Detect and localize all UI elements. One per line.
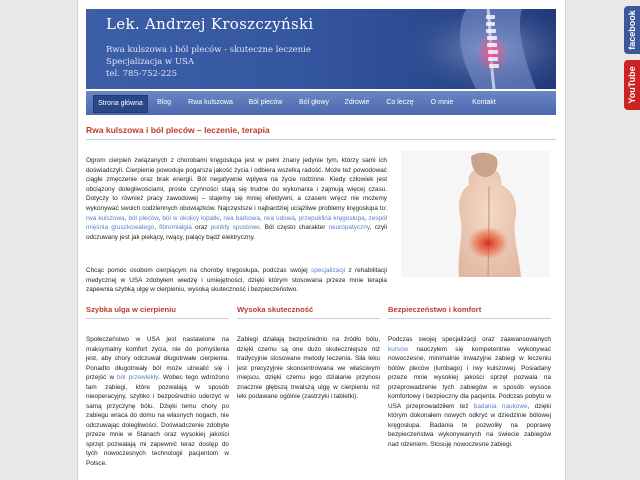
link-femoral[interactable]: rwa udowa: [263, 214, 295, 222]
nav-item-treatments[interactable]: Co leczę: [386, 99, 414, 106]
link-trigger-points[interactable]: punkty spustowe: [210, 224, 260, 232]
link-piriformis[interactable]: zespół mięśnia gruszkowatego: [86, 214, 387, 232]
nav-item-contact[interactable]: Kontakt: [472, 99, 496, 106]
nav-item-headache[interactable]: Ból głowy: [299, 99, 329, 106]
separator: ,: [364, 214, 369, 222]
page-container: [77, 0, 566, 480]
column-text-part: nauczyłem się kompetentnie wykonywać nowoczesne, minimalnie inwazyjne zabiegi w leczeniu bólów pleców (lumbago) i rwy kulszowej. Posiadany przeze mnie wysokiej jakości sprzęt pozwala na przeprowadzenie tych zabiegów w sposób wysoce komfortowy i bezpieczny dla pacjenta. Podczas pobytu w USA przeprowadziłem też: [388, 345, 551, 410]
site-title: Lek. Andrzej Kroszczyński: [106, 15, 314, 33]
intro-paragraph: [86, 156, 387, 242]
divider: [86, 139, 556, 140]
column-title: Bezpieczeństwo i komfort: [388, 305, 482, 314]
youtube-icon: YouTube: [627, 66, 637, 104]
para-text: z rehabilitacji medycznej w USA zdobyłem wiedzę i umiejętności, dzięki którym stosowana przeze mnie terapia zapewnia szybką ulgę w cierpieniu, wysoką skuteczność i bezpieczeństwo.: [86, 267, 387, 294]
link-sciatica[interactable]: rwa kulszowa: [86, 214, 125, 222]
column-title: Wysoka skuteczność: [237, 305, 314, 314]
link-back-pain[interactable]: ból pleców: [128, 214, 159, 222]
back-photo-image: [401, 151, 550, 277]
column-text-part: Podczas swojej specjalizacji oraz zaawansowanych: [388, 336, 551, 343]
nav-item-back-pain[interactable]: Ból pleców: [248, 99, 283, 106]
facebook-icon: facebook: [627, 10, 637, 50]
column-text: Zabiegi działają bezpośrednio na źródło bólu, dzięki czemu są one dużo skuteczniejsze niż tradycyjnie stosowane metody leczenia. Siła leku jest precyzyjnie skoncentrowana we właściwym miejscu, dzięki czemu jego działanie przynosi znacznie głębszą trwalszą ulgę w cierpieniu niż leki podawane ogólnie (zastrzyki i tabletki).: [237, 336, 380, 400]
separator: ,: [124, 214, 129, 222]
divider: [86, 318, 229, 319]
intro-text: Ogrom cierpień związanych z chorobami kręgosłupa jest w pełni znany jedynie tym, którzy sami ich doświadczyli. Cierpienie powoduje pogarsza jakość życia i odbiera wszelką radość. Może też powodować ciągłe zmęczenie oraz brak energii. Ból negatywnie wpływa na życie rodzinne. Kiedy człowiek jest obciążony dolegliwościami, proste czynności stają się trudne do wykonania i zajmują więcej czasu. Dotyczy to również pracy zawodowej – stajemy się mniej efektywni, a czasem wręcz nie możemy wykonywać swoich codziennych obowiązków. Najczęstsze i najbardziej uciążliwe problemy kręgosłupa to:: [86, 157, 387, 212]
link-specialization[interactable]: specjalizacji: [311, 267, 346, 274]
column-text: [388, 335, 551, 449]
header-subtitle-line: Specjalizacja w USA: [106, 57, 195, 67]
link-hernia[interactable]: przepuklina kręgosłupa: [298, 214, 365, 222]
link-fibromyalgia[interactable]: fibromialgia: [159, 224, 192, 232]
column-text-part: Społeczeństwo w USA jest nastawione na maksymalny komfort życia, nie do pomyślenia jest, aby chory odczuwał długotrwałe cierpienia. Ponadto długotrwały ból może utrwalić się i przejść w: [86, 336, 229, 381]
link-shoulder-pain[interactable]: ból w okolicy łopatki: [162, 214, 220, 222]
separator: ,: [158, 214, 163, 222]
page-title: Rwa kulszowa i ból pleców – leczenie, terapia: [86, 125, 270, 135]
nav-item-blog[interactable]: Blog: [156, 99, 171, 106]
header-phone: tel. 785-752-225: [106, 69, 177, 79]
youtube-badge[interactable]: [624, 60, 640, 110]
separator: ,: [154, 224, 160, 232]
divider: [237, 318, 380, 319]
intro-text: . Ból często charakter: [259, 224, 329, 232]
nav-item-about[interactable]: O mnie: [430, 99, 454, 106]
link-brachial[interactable]: rwa barkowa: [223, 214, 260, 222]
nav-item-health[interactable]: Zdrowie: [344, 99, 370, 106]
column-text-part: , dzięki którym dokonałem nowych odkryć w dziedzinie bólowej kręgosłupa. Badania te pozwoliły na poprawę bezpieczeństwa wykonywanych na świecie zabiegów nad rdzeniem. Stosuję nowoczesne zabiegi.: [388, 402, 551, 448]
back-pain-photo: [401, 151, 550, 277]
link-neuropathic[interactable]: neuropatyczny: [328, 224, 370, 232]
separator: ,: [294, 214, 299, 222]
spine-illustration: [396, 9, 556, 89]
facebook-badge[interactable]: [624, 6, 640, 54]
separator: ,: [219, 214, 224, 222]
main-nav: [86, 91, 556, 115]
separator: ,: [259, 214, 264, 222]
para-text: Chcąc pomóc osobom cierpiącym na choroby kręgosłupa, podczas swojej: [86, 267, 312, 274]
divider: [388, 318, 551, 319]
column-text: [86, 335, 229, 468]
site-header: [86, 9, 556, 89]
separator: oraz: [191, 224, 211, 232]
link-chronic-pain[interactable]: ból przewlekły: [117, 374, 159, 381]
nav-item-home[interactable]: Strona główna: [93, 95, 148, 113]
link-research[interactable]: badania naukowe: [473, 402, 528, 410]
intro-text: , czyli odczuwany jest jak piekący, rwący, palący bądź elektryczny.: [86, 224, 387, 241]
nav-item-sciatica[interactable]: Rwa kulszowa: [188, 99, 233, 106]
link-courses[interactable]: kursów: [388, 345, 409, 353]
specialization-paragraph: [86, 266, 387, 295]
column-text-part: . Wobec tego wdrożono tam zabiegi, które pozwalają w sposób nieoperacyjny, szybko i bezpośrednio uderzyć w samą przyczynę bólu. Dzięki temu chory po zabiegu wraca do domu na własnych nogach, nie odczuwając dolegliwości. Doświadczenie zdobyte przeze mnie w Stanach oraz wysokiej jakości sprzęt pozwalają mi zapewnić teraz dostęp do tych nowoczesnych technologii pacjentom w Polsce.: [86, 374, 229, 467]
column-title: Szybka ulga w cierpieniu: [86, 305, 176, 314]
header-subtitle-line: Rwa kulszowa i ból pleców - skuteczne leczenie: [106, 45, 311, 55]
